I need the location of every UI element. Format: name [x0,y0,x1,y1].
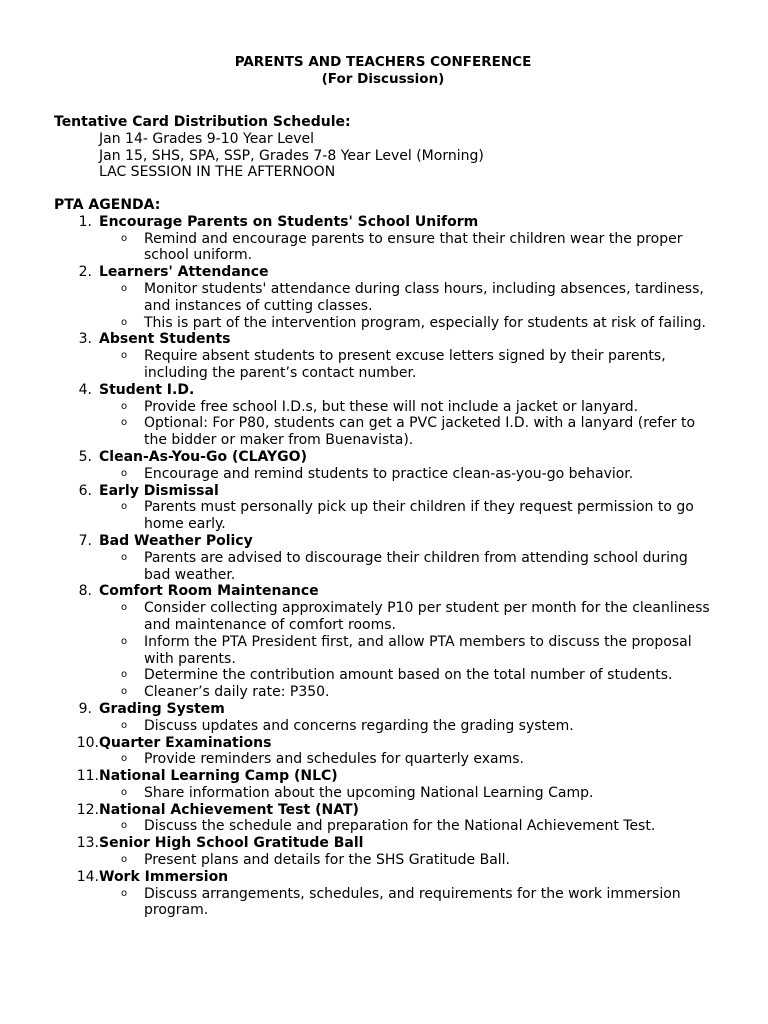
agenda-subitem [54,718,734,735]
agenda-subitem-list [54,499,734,533]
agenda-item [54,583,734,701]
agenda-subitem-list [54,886,734,920]
agenda-item-number: 8. [78,583,92,600]
agenda-subitem [54,785,734,802]
agenda-item-number: 3. [78,331,92,348]
agenda-item-row [54,735,734,752]
agenda-subitem-text: Discuss arrangements, schedules, and requirements for the work immersion program. [144,885,681,919]
schedule-heading: Tentative Card Distribution Schedule: [54,114,351,130]
agenda-item-row [54,483,734,500]
agenda-subitem-list [54,785,734,802]
circle-bullet-icon: o [121,467,128,479]
title-line-1: PARENTS AND TEACHERS CONFERENCE [234,54,532,70]
agenda-subitem [54,399,734,416]
agenda-subitem-list [54,281,734,331]
agenda-item-row [54,869,734,886]
agenda-item [54,802,734,836]
agenda-item-row [54,331,734,348]
agenda-subitem-text: Encourage and remind students to practice clean-as-you-go behavior. [144,465,634,482]
agenda-subitem [54,415,734,449]
agenda-subitem-list [54,231,734,265]
agenda-subitem-text: Present plans and details for the SHS Gratitude Ball. [144,852,510,869]
agenda-item [54,869,734,919]
agenda-subitem-list [54,852,734,869]
agenda-subitem-text: Determine the contribution amount based on the total number of students. [144,667,673,684]
agenda-item-number: 11. [76,768,99,785]
agenda-subitem-text: Remind and encourage parents to ensure that their children wear the proper school uniform. [144,230,683,264]
circle-bullet-icon: o [121,501,128,513]
title-line-2: (For Discussion) [321,70,445,87]
circle-bullet-icon: o [121,282,128,294]
agenda-subitem [54,499,734,533]
document-title [0,54,766,88]
agenda-subitem [54,684,734,701]
agenda-item-title: Grading System [99,700,225,717]
agenda-item-title: Student I.D. [99,381,195,398]
agenda-item-number: 9. [78,700,92,717]
agenda-subitem [54,751,734,768]
agenda-item-row [54,533,734,550]
circle-bullet-icon: o [121,417,128,429]
agenda-subitem [54,315,734,332]
schedule-section [54,114,734,181]
agenda-subitem [54,348,734,382]
agenda-subitem-list [54,818,734,835]
circle-bullet-icon: o [121,786,128,798]
circle-bullet-icon: o [121,551,128,563]
agenda-subitem [54,886,734,920]
circle-bullet-icon: o [121,669,128,681]
agenda-item [54,449,734,483]
circle-bullet-icon: o [121,753,128,765]
agenda-item-number: 6. [78,482,92,499]
agenda-list [54,214,734,919]
agenda-subitem [54,667,734,684]
agenda-item [54,264,734,331]
schedule-line-2: Jan 15, SHS, SPA, SSP, Grades 7-8 Year Level (Morning) [99,147,484,164]
agenda-subitem-list [54,600,734,701]
agenda-subitem-text: Discuss the schedule and preparation for the National Achievement Test. [144,818,656,835]
agenda-subitem-list [54,751,734,768]
circle-bullet-icon: o [121,635,128,647]
circle-bullet-icon: o [121,400,128,412]
agenda-subitem [54,818,734,835]
agenda-subitem [54,852,734,869]
circle-bullet-icon: o [121,820,128,832]
schedule-line-1: Jan 14- Grades 9-10 Year Level [99,130,315,147]
agenda-item-number: 14. [76,868,99,885]
agenda-item-number: 10. [76,734,99,751]
agenda-subitem-text: Monitor students' attendance during class hours, including absences, tardiness, and instances of cutting classes. [144,280,704,314]
agenda-item [54,768,734,802]
agenda-item-row [54,701,734,718]
agenda-item-title: Early Dismissal [99,482,219,499]
agenda-subitem-text: Share information about the upcoming National Learning Camp. [144,784,594,801]
agenda-item-title: National Learning Camp (NLC) [99,768,338,785]
agenda-item [54,835,734,869]
agenda-item-row [54,382,734,399]
agenda-item [54,483,734,533]
agenda-subitem-text: Parents must personally pick up their children if they request permission to go home early. [144,499,694,533]
circle-bullet-icon: o [121,350,128,362]
agenda-item-number: 13. [76,835,99,852]
agenda-item-title: Quarter Examinations [99,734,272,751]
circle-bullet-icon: o [121,602,128,614]
agenda-item-row [54,835,734,852]
agenda-item-title: Bad Weather Policy [99,532,253,549]
agenda-subitem-list [54,718,734,735]
agenda-subitem-list [54,348,734,382]
agenda-item-number: 2. [78,264,92,281]
circle-bullet-icon: o [121,686,128,698]
agenda-item-number: 1. [78,213,92,230]
agenda-subitem-list [54,399,734,449]
circle-bullet-icon: o [121,232,128,244]
agenda-subitem-text: Discuss updates and concerns regarding the grading system. [144,717,574,734]
agenda-item-title: Senior High School Gratitude Ball [99,835,364,852]
agenda-subitem-text: Inform the PTA President first, and allow PTA members to discuss the proposal with parents. [144,633,692,667]
agenda-subitem-text: Cleaner’s daily rate: P350. [144,684,330,701]
agenda-subitem [54,550,734,584]
agenda-section [54,197,734,919]
agenda-subitem [54,634,734,668]
agenda-item-title: Comfort Room Maintenance [99,583,319,600]
agenda-subitem [54,466,734,483]
agenda-item [54,214,734,264]
agenda-item-title: Work Immersion [99,868,229,885]
agenda-subitem-text: Optional: For P80, students can get a PVC jacketed I.D. with a lanyard (refer to the bidder or maker from Buenavista). [144,415,696,449]
agenda-subitem-text: Consider collecting approximately P10 per student per month for the cleanliness and maintenance of comfort rooms. [144,600,710,633]
agenda-item [54,735,734,769]
agenda-subitem-text: Require absent students to present excuse letters signed by their parents, including the parent’s contact number. [144,348,666,381]
agenda-subitem-text: Provide reminders and schedules for quarterly exams. [144,751,524,768]
agenda-item-title: Learners' Attendance [99,264,269,281]
agenda-subitem [54,231,734,265]
agenda-item [54,331,734,381]
circle-bullet-icon: o [121,854,128,866]
agenda-subitem [54,281,734,315]
agenda-item-row [54,214,734,231]
agenda-heading: PTA AGENDA: [54,197,161,213]
agenda-item-title: Absent Students [99,331,231,348]
agenda-item-title: National Achievement Test (NAT) [99,801,359,818]
circle-bullet-icon: o [121,719,128,731]
circle-bullet-icon: o [121,316,128,328]
agenda-item [54,533,734,583]
agenda-item-number: 12. [76,801,99,818]
agenda-item [54,382,734,449]
agenda-subitem-text: Provide free school I.D.s, but these will not include a jacket or lanyard. [144,398,639,415]
agenda-item-row [54,583,734,600]
agenda-item-row [54,449,734,466]
agenda-item-number: 4. [78,381,92,398]
agenda-item-number: 7. [78,532,92,549]
agenda-subitem-list [54,466,734,483]
agenda-subitem-list [54,550,734,584]
agenda-item-row [54,768,734,785]
agenda-item-title: Clean-As-You-Go (CLAYGO) [99,448,307,465]
agenda-subitem [54,600,734,634]
agenda-item-row [54,264,734,281]
agenda-item-number: 5. [78,448,92,465]
agenda-subitem-text: Parents are advised to discourage their children from attending school during bad weather. [144,549,688,583]
agenda-item-row [54,802,734,819]
schedule-line-3: LAC SESSION IN THE AFTERNOON [99,164,336,181]
circle-bullet-icon: o [121,887,128,899]
agenda-item [54,701,734,735]
agenda-item-title: Encourage Parents on Students' School Uniform [99,213,479,230]
agenda-subitem-text: This is part of the intervention program, especially for students at risk of failing. [144,314,706,331]
